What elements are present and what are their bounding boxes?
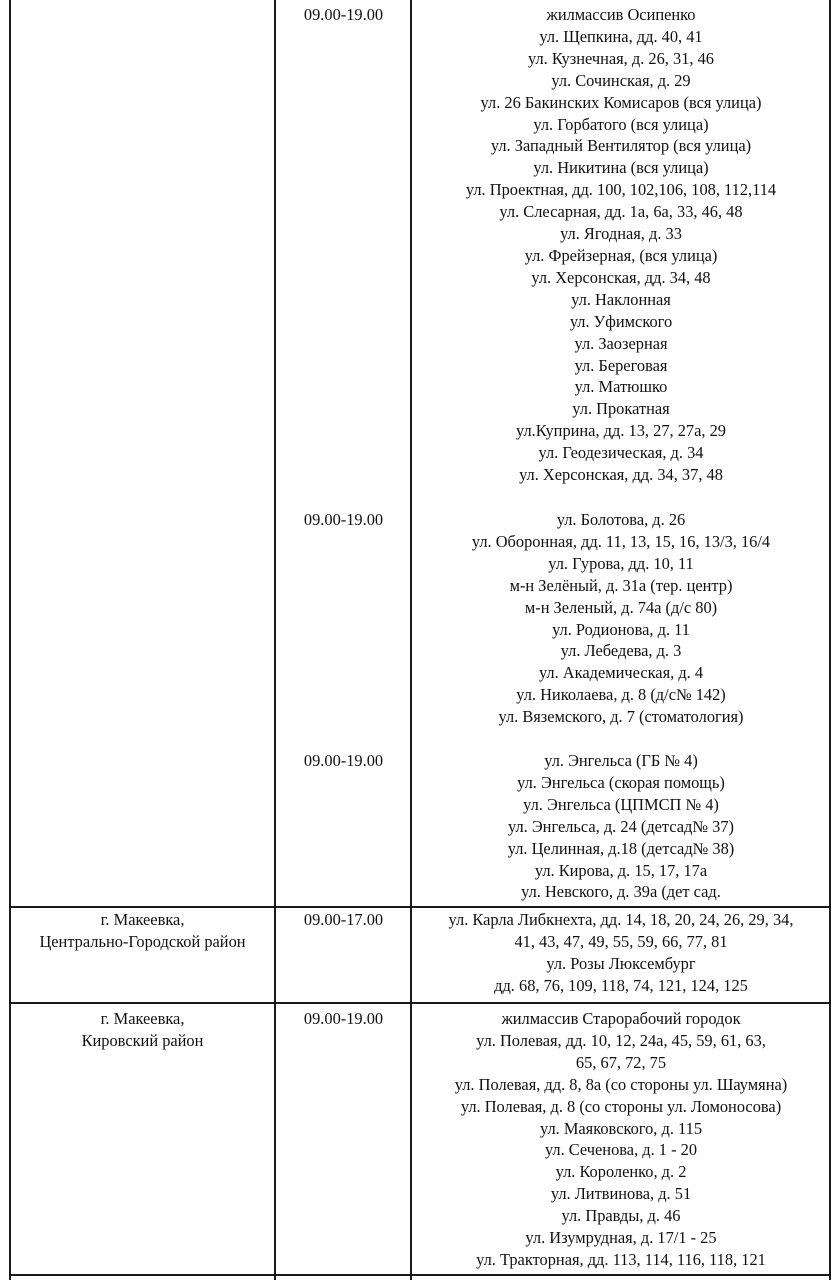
district-cell — [10, 909, 275, 953]
address-line: дд. 68, 76, 109, 118, 74, 121, 124, 125 — [494, 975, 748, 995]
address-line: ул. Горбатого (вся улица) — [533, 114, 709, 134]
address-line: ул. Академическая, д. 4 — [538, 663, 704, 683]
address-line: ул. Геодезическая, д. 34 — [538, 443, 704, 463]
address-line: ул. Береговая — [574, 355, 668, 375]
address-line: 41, 43, 47, 49, 55, 59, 66, 77, 81 — [514, 931, 728, 951]
table-border-left — [9, 0, 11, 1280]
address-line: ул. Родионова, д. 11 — [552, 619, 690, 639]
address-cell — [412, 909, 830, 997]
address-line: ул. Вяземского, д. 7 (стоматология) — [498, 707, 744, 727]
address-line: ул. Сочинская, д. 29 — [551, 70, 691, 90]
address-line: ул. Сеченова, д. 1 - 20 — [544, 1140, 698, 1160]
address-line: ул. Прокатная — [572, 399, 670, 419]
address-line: жилмассив Старорабочий городок — [501, 1009, 741, 1028]
time-cell — [276, 4, 411, 26]
address-line: ул. Энгельса, д. 24 (детсад№ 37) — [508, 816, 734, 836]
address-line: ул. Короленко, д. 2 — [555, 1162, 687, 1182]
address-line: ул. 26 Бакинских Комисаров (вся улица) — [480, 92, 762, 112]
address-line: ул. Розы Люксембург — [546, 953, 696, 973]
address-line: ул. Невского, д. 39а (дет сад. — [521, 882, 721, 902]
address-line: ул. Щепкина, дд. 40, 41 — [539, 26, 703, 46]
district-city: г. Макеевка, — [100, 910, 185, 929]
time-text: 09.00-19.00 — [303, 1009, 384, 1028]
address-line: ул. Полевая, дд. 8, 8а (со стороны ул. Шаумяна) — [454, 1074, 788, 1094]
address-line: ул. Николаева, д. 8 (д/с№ 142) — [516, 685, 726, 705]
address-line: ул. Энгельса (ГБ № 4) — [544, 751, 698, 770]
address-cell — [412, 1008, 830, 1271]
address-line: ул. Гурова, дд. 10, 11 — [548, 553, 694, 573]
address-line: жилмассив Осипенко — [546, 5, 696, 24]
address-line: ул. Целинная, д.18 (детсад№ 38) — [507, 838, 735, 858]
time-text: 09.00-17.00 — [303, 910, 384, 929]
address-line: 65, 67, 72, 75 — [575, 1052, 667, 1072]
row-separator — [9, 1002, 831, 1004]
address-line: ул. Кирова, д. 15, 17, 17а — [534, 860, 708, 880]
time-cell — [276, 909, 411, 931]
address-line: ул. Матюшко — [574, 377, 668, 397]
time-cell — [276, 750, 411, 772]
address-line: ул. Изумрудная, д. 17/1 - 25 — [525, 1228, 717, 1248]
address-line: ул. Западный Вентилятор (вся улица) — [490, 136, 752, 156]
address-line: ул. Карла Либкнехта, дд. 14, 18, 20, 24, 26, 29, 34, — [448, 910, 794, 929]
address-line: ул. Уфимского — [569, 311, 673, 331]
time-text: 09.00-19.00 — [303, 751, 384, 770]
address-line: ул. Энгельса (ЦПМСП № 4) — [523, 794, 719, 814]
address-line: ул. Оборонная, дд. 11, 13, 15, 16, 13/3, 16/4 — [471, 531, 771, 551]
address-line: ул. Тракторная, дд. 113, 114, 116, 118, 121 — [476, 1249, 766, 1269]
address-cell — [412, 750, 830, 903]
time-cell — [276, 509, 411, 531]
address-line: ул. Заозерная — [574, 333, 668, 353]
address-line: ул. Маяковского, д. 115 — [539, 1118, 703, 1138]
address-line: ул. Энгельса (скорая помощь) — [517, 772, 725, 792]
address-line: ул. Фрейзерная, (вся улица) — [524, 245, 718, 265]
address-line: м-н Зеленый, д. 74а (д/с 80) — [524, 597, 718, 617]
address-line: ул. Проектная, дд. 100, 102,106, 108, 112,114 — [465, 180, 777, 200]
time-text: 09.00-19.00 — [303, 510, 384, 529]
district-city: г. Макеевка, — [100, 1009, 185, 1028]
row-separator — [9, 1274, 831, 1276]
address-cell — [412, 4, 830, 486]
address-line: ул. Слесарная, дд. 1а, 6а, 33, 46, 48 — [499, 202, 743, 222]
district-name: Центрально-Городской район — [39, 931, 246, 951]
address-line: ул. Правды, д. 46 — [561, 1206, 681, 1226]
address-line: ул. Полевая, дд. 10, 12, 24а, 45, 59, 61, 63, — [476, 1030, 766, 1050]
time-cell — [276, 1008, 411, 1030]
address-line: ул. Ягодная, д. 33 — [560, 224, 682, 244]
address-line: ул. Наклонная — [571, 289, 671, 309]
address-line: ул.Куприна, дд. 13, 27, 27а, 29 — [516, 421, 726, 441]
district-cell — [10, 1008, 275, 1052]
address-cell — [412, 509, 830, 728]
table-divider-district-time — [274, 0, 276, 1280]
address-line: ул. Литвинова, д. 51 — [550, 1184, 692, 1204]
address-line: ул. Болотова, д. 26 — [556, 510, 686, 529]
address-line: ул. Полевая, д. 8 (со стороны ул. Ломоносова) — [460, 1096, 782, 1116]
address-line: ул. Херсонская, дд. 34, 48 — [531, 267, 711, 287]
address-line: м-н Зелёный, д. 31а (тер. центр) — [509, 575, 733, 595]
district-name: Кировский район — [81, 1030, 204, 1050]
address-line: ул. Херсонская, дд. 34, 37, 48 — [519, 465, 723, 485]
address-line: ул. Лебедева, д. 3 — [560, 641, 682, 661]
row-separator — [9, 906, 831, 908]
address-line: ул. Кузнечная, д. 26, 31, 46 — [528, 48, 714, 68]
address-line: ул. Никитина (вся улица) — [533, 158, 709, 178]
time-text: 09.00-19.00 — [303, 5, 384, 24]
